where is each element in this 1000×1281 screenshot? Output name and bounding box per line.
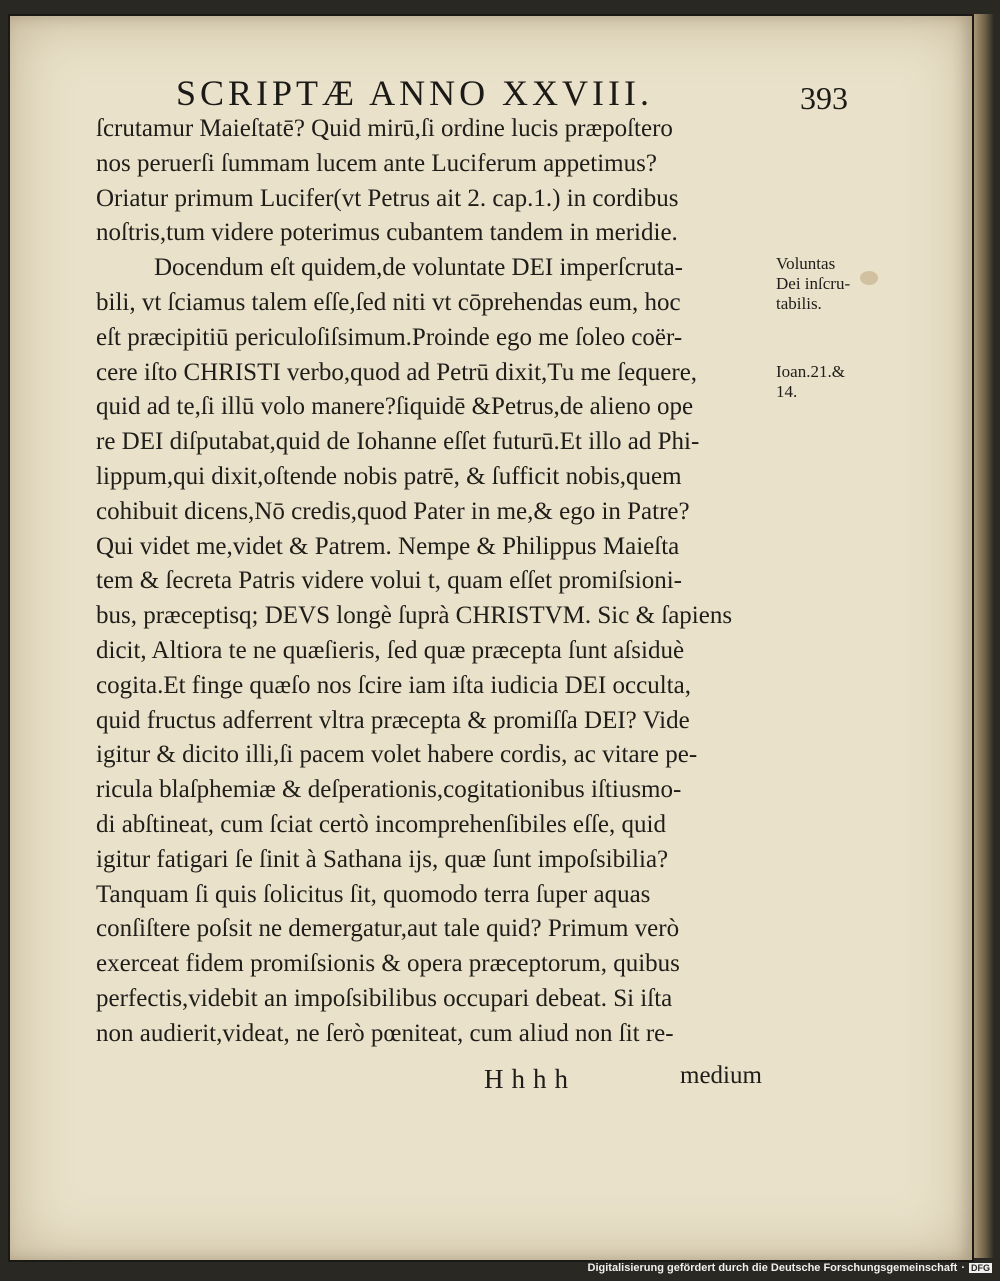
text-line: di abſtineat, cum ſciat certò incomprehenſibiles eſſe, quid [96,810,666,838]
margin-note-line: Voluntas [776,254,836,273]
text-line: dicit, Altiora te ne quæſieris, ſed quæ præcepta ſunt aſsiduè [96,636,685,664]
body-text [96,112,786,1052]
catchword: medium [680,1062,762,1089]
text-line: conſiſtere poſsit ne demergatur,aut tale quid? Primum verò [96,915,680,943]
margin-note-line: Ioan.21.& [776,362,845,381]
text-line: re DEI diſputabat,quid de Iohanne eſſet futurū.Et illo ad Phi- [96,428,700,456]
text-line: non audierit,videat, ne ſerò pœniteat, cum aliud non ſit re- [96,1019,674,1047]
text-line: nos peruerſi ſummam lucem ante Luciferum appetimus? [96,149,657,177]
page-number: 393 [800,80,848,116]
text-line: Docendum eſt quidem,de voluntate DEI imperſcruta- [154,254,683,282]
text-line: cohibuit dicens,Nō credis,quod Pater in me,& ego in Patre? [96,497,690,525]
text-line: tem & ſecreta Patris videre volui t, quam eſſet promiſsioni- [96,567,682,595]
text-line: lippum,qui dixit,oſtende nobis patrē, & ſufficit nobis,quem [96,462,682,490]
text-line: quid fructus adferrent vltra præcepta & promiſſa DEI? Vide [96,706,690,734]
text-line: noſtris,tum videre poterimus cubantem tandem in meridie. [96,219,678,247]
text-line: Tanquam ſi quis ſolicitus ſit, quomodo terra ſuper aquas [96,880,651,908]
footer-separator: · [961,1262,965,1274]
margin-note-voluntas [776,254,850,314]
margin-note-line: 14. [776,382,798,401]
text-line: Oriatur primum Lucifer(vt Petrus ait 2. cap.1.) in cordibus [96,184,679,212]
footer [588,1262,992,1274]
text-line: cere iſto CHRISTI verbo,quod ad Petrū dixit,Tu me ſequere, [96,358,698,386]
text-line: bili, vt ſciamus talem eſſe,ſed niti vt cōprehendas eum, hoc [96,288,681,316]
text-line: ricula blaſphemiæ & deſperationis,cogitationibus iſtiusmo- [96,776,682,804]
dfg-logo: DFG [971,1263,990,1273]
text-line: eſt præcipitiū periculoſiſsimum.Proinde ego me ſoleo coër- [96,323,683,351]
text-line: ſcrutamur Maieſtatē? Quid mirū,ſi ordine lucis præpoſtero [96,115,673,142]
text-line: perfectis,videbit an impoſsibilibus occupari debeat. Si iſta [96,984,673,1012]
text-line: cogita.Et finge quæſo nos ſcire iam iſta iudicia DEI occulta, [96,671,691,699]
text-line: quid ad te,ſi illū volo manere?ſiquidē &Petrus,de alieno ope [96,393,694,421]
text-line: bus, præceptisq; DEVS longè ſuprà CHRISTVM. Sic & ſapiens [96,602,733,630]
margin-note-reference [776,362,845,402]
margin-note-line: tabilis. [776,294,822,313]
running-head: SCRIPTÆ ANNO XXVIII. [176,73,654,113]
footer-text: Digitalisierung gefördert durch die Deutsche Forschungsgemeinschaft [587,1262,958,1274]
text-line: Qui videt me,videt & Patrem. Nempe & Philippus Maieſta [96,532,680,560]
page-edge [972,14,994,1258]
text-line: igitur & dicito illi,ſi pacem volet habere cordis, ac vitare pe- [96,741,698,769]
ink-stain [860,271,878,285]
text-line: exerceat fidem promiſsionis & opera præceptorum, quibus [96,950,680,978]
text-line: igitur fatigari ſe ſinit à Sathana ijs, quæ ſunt impoſsibilia? [96,845,669,873]
margin-note-line: Dei inſcru- [776,274,851,293]
signature-mark: Hhhh [484,1064,576,1094]
